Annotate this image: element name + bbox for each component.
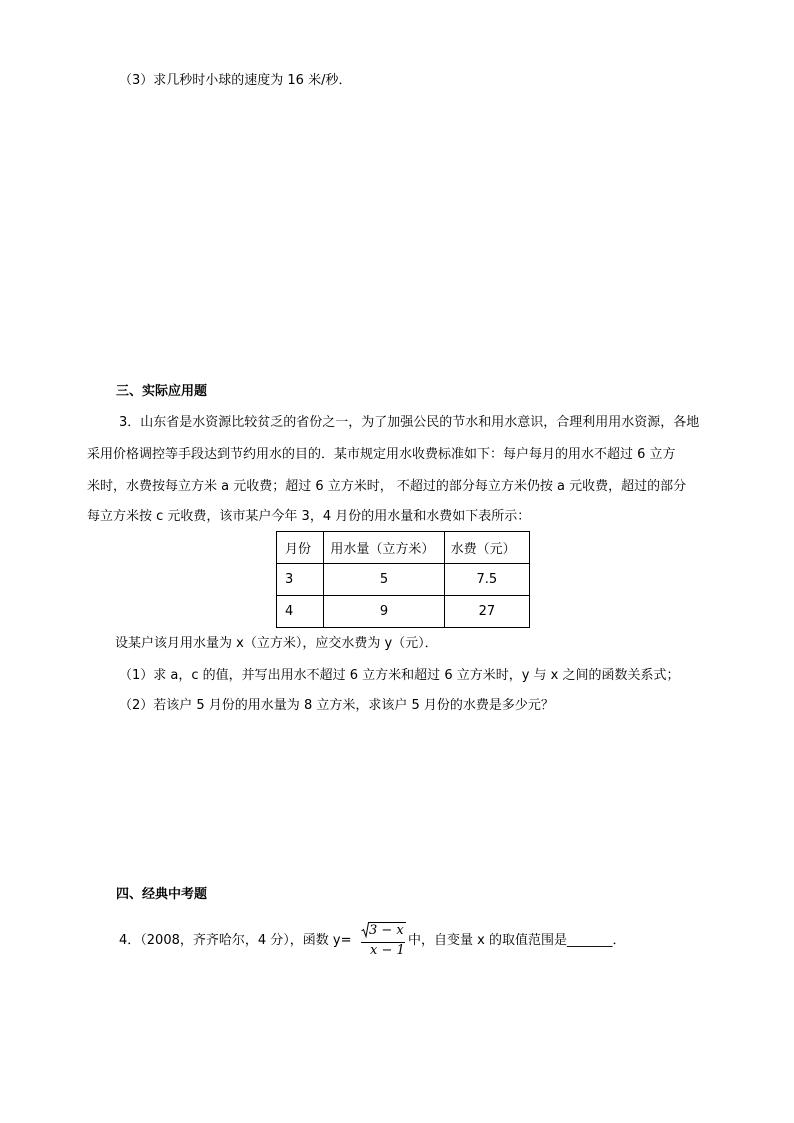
section-heading-practical: 三、实际应用题 (116, 384, 208, 399)
problem-3-setup: 设某户该月用水量为 x（立方米），应交水费为 y（元）． (115, 636, 438, 651)
water-fee-table (276, 531, 530, 628)
question-3-part-3: （3）求几秒时小球的速度为 16 米/秒． (119, 73, 352, 88)
table-cell: 4 (277, 596, 324, 628)
table-header-cell: 用水量（立方米） (324, 532, 444, 564)
formula-denominator: x − 1 (370, 943, 405, 958)
problem-4-suffix (408, 933, 625, 949)
table-header-row (277, 532, 530, 564)
problem-3-part-2: （2）若该户 5 月份的用水量为 8 立方米，求该户 5 月份的水费是多少元？ (119, 698, 554, 713)
table-row (277, 596, 530, 628)
answer-blank: _______ (566, 933, 613, 948)
problem-4-prefix: 4．（2008，齐齐哈尔，4 分），函数 y= (119, 933, 352, 948)
problem-3-line-3: 米时，水费按每立方米 a 元收费；超过 6 立方米时， 不超过的部分每立方米仍按 a 元收费，超过的部分 (87, 479, 687, 494)
problem-3-part-1: （1）求 a，c 的值，并写出用水不超过 6 立方米和超过 6 立方米时，y 与 x 之间的函数关系式； (119, 668, 680, 683)
problem-3-line-4: 每立方米按 c 元收费，该市某户今年 3，4 月份的用水量和水费如下表所示： (87, 509, 531, 524)
problem-3-line-1: 3．山东省是水资源比较贫乏的省份之一，为了加强公民的节水和用水意识，合理利用用水资源，各地 (119, 415, 700, 430)
function-formula (361, 921, 407, 959)
table-cell: 7.5 (444, 564, 529, 596)
table-cell: 27 (444, 596, 529, 628)
table-cell: 5 (324, 564, 444, 596)
table-header-cell: 水费（元） (444, 532, 529, 564)
section-heading-exam: 四、经典中考题 (116, 887, 208, 902)
table-row (277, 564, 530, 596)
table-cell: 9 (324, 596, 444, 628)
problem-4-end: ． (612, 933, 626, 948)
table-header-cell: 月份 (277, 532, 324, 564)
problem-4-suffix-text: 中，自变量 x 的取值范围是 (408, 933, 567, 948)
formula-numerator: 3 − x (369, 923, 404, 938)
problem-3-line-2: 采用价格调控等手段达到节约用水的目的．某市规定用水收费标准如下：每户每月的用水不超过 6 立方 (87, 447, 676, 462)
table-cell: 3 (277, 564, 324, 596)
